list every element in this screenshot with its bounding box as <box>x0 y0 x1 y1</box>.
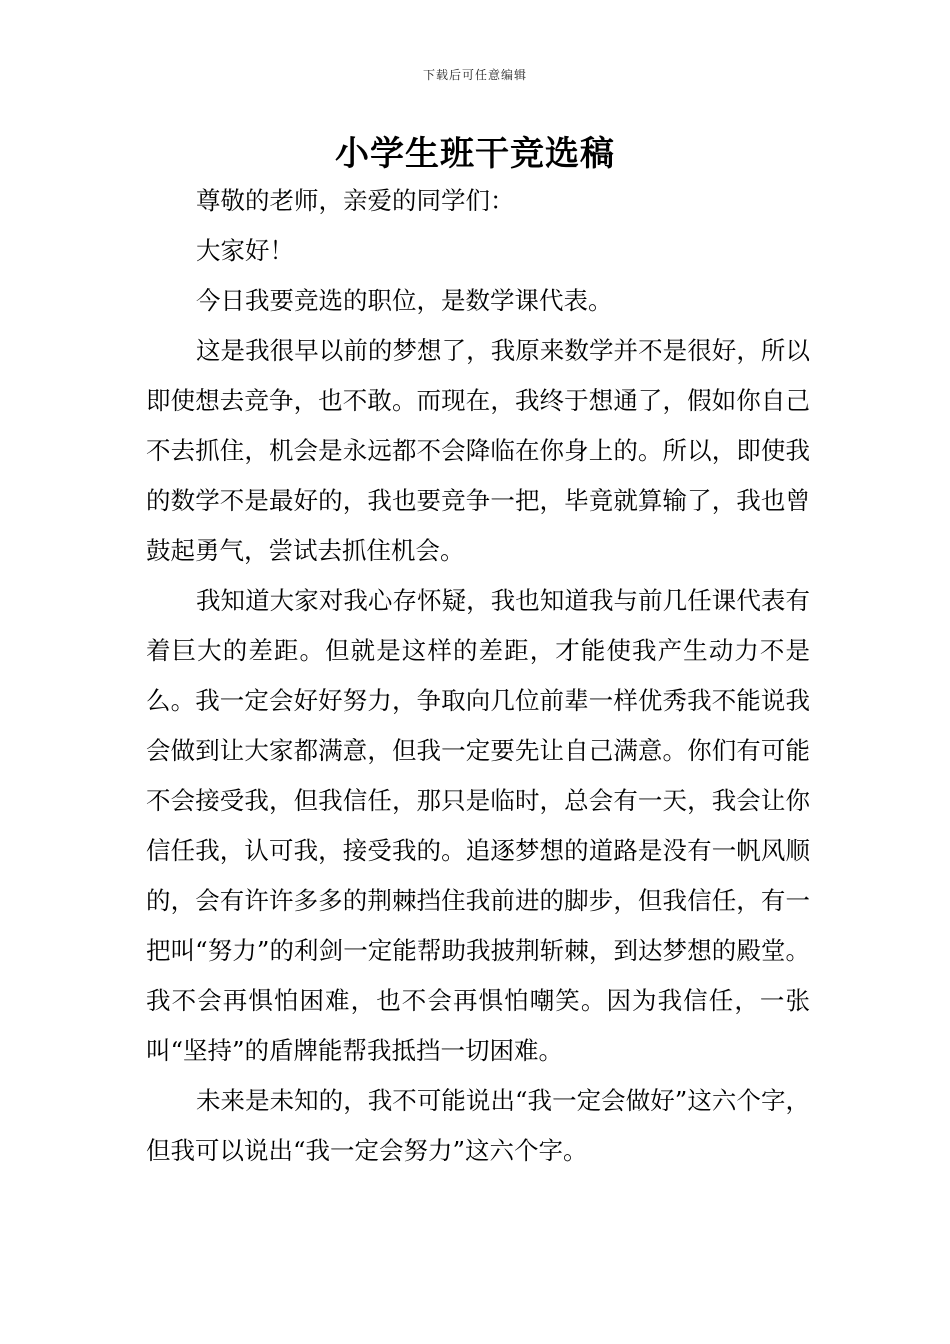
salutation-paragraph: 尊敬的老师，亲爱的同学们： <box>196 186 515 215</box>
header-note: 下载后可任意编辑 <box>422 68 527 82</box>
position-paragraph: 今日我要竞选的职位，是数学课代表。 <box>196 286 613 315</box>
commitment-paragraph: 我知道大家对我心存怀疑，我也知道我与前几任课代表有着巨大的差距。但就是这样的差距，才能使我产生动力不是么。我一定会好好努力，争取向几位前辈一样优秀我不能说我会做到让大家都满意，但我一定要先让自己满意。你们有可能不会接受我，但我信任，那只是临时，总会有一天，我会让你信任我，认可我，接受我的。追逐梦想的道路是没有一帆风顺的，会有许许多多的荆棘挡住我前进的脚步，但我信任，有一把叫“努力”的利剑一定能帮助我披荆斩棘，到达梦想的殿堂。我不会再惧怕困难，也不会再惧怕嘲笑。因为我信任，一张叫“坚持”的盾牌能帮我抵挡一切困难。 <box>146 586 810 1065</box>
document-body <box>146 176 810 1176</box>
document-title: 小学生班干竞选稿 <box>335 134 615 174</box>
closing-paragraph: 未来是未知的，我不可能说出“我一定会做好”这六个字，但我可以说出“我一定会努力”这六个字。 <box>146 1086 810 1165</box>
greeting-paragraph: 大家好！ <box>196 236 294 265</box>
dream-paragraph: 这是我很早以前的梦想了，我原来数学并不是很好，所以即使想去竞争，也不敢。而现在，我终于想通了，假如你自己不去抓住，机会是永远都不会降临在你身上的。所以，即使我的数学不是最好的，我也要竞争一把，毕竟就算输了，我也曾鼓起勇气，尝试去抓住机会。 <box>146 336 810 565</box>
